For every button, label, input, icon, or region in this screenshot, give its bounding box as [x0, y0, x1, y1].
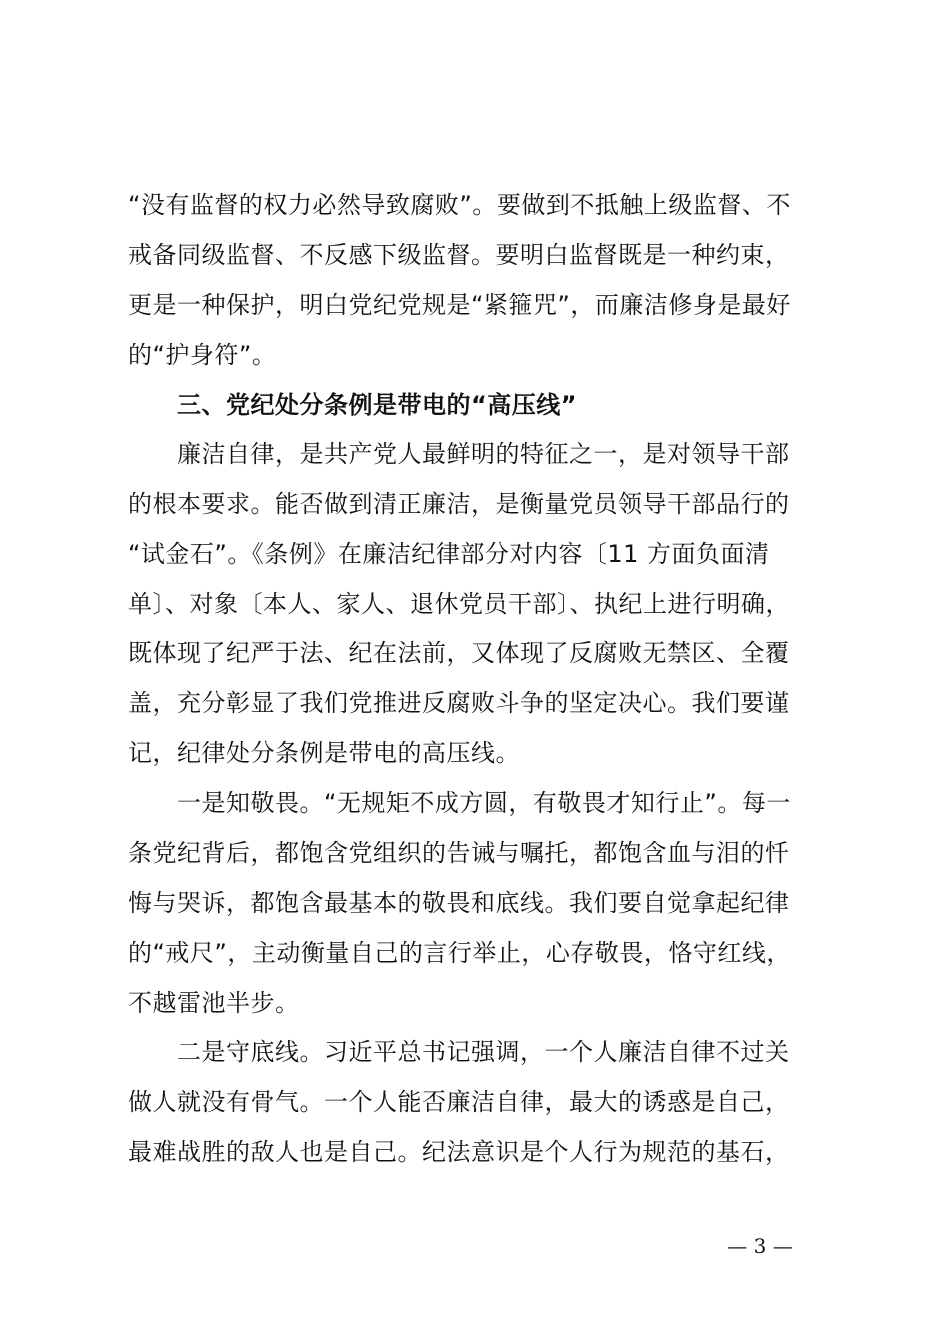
body-text-line: “没有监督的权力必然导致腐败”。要做到不抵触上级监督、不 — [128, 191, 791, 219]
body-text-line: 不越雷池半步。 — [128, 989, 300, 1017]
paragraph-first-line: 一是知敬畏。“无规矩不成方圆，有敬畏才知行止”。每一 — [177, 789, 791, 817]
body-text-line: 的根本要求。能否做到清正廉洁，是衡量党员领导干部品行的 — [128, 490, 790, 518]
body-text-line: 做人就没有骨气。一个人能否廉洁自律，最大的诱惑是自己， — [128, 1088, 790, 1116]
section-heading: 三、党纪处分条例是带电的“高压线” — [177, 391, 578, 419]
page-number: — 3 — — [727, 1234, 793, 1258]
body-text-line: 盖，充分彰显了我们党推进反腐败斗争的坚定决心。我们要谨 — [128, 689, 790, 717]
body-text-line: “试金石”。《条例》在廉洁纪律部分对内容〔11 方面负面清 — [128, 540, 770, 568]
body-text-line: 更是一种保护，明白党纪党规是“紧箍咒”，而廉洁修身是最好 — [128, 291, 791, 319]
body-text-line: 戒备同级监督、不反感下级监督。要明白监督既是一种约束， — [128, 241, 790, 269]
body-text-line: 悔与哭诉，都饱含最基本的敬畏和底线。我们要自觉拿起纪律 — [128, 889, 790, 917]
paragraph-first-line: 二是守底线。习近平总书记强调，一个人廉洁自律不过关 — [177, 1038, 790, 1066]
body-text-line: 单〕、对象〔本人、家人、退休党员干部〕、执纪上进行明确， — [128, 590, 790, 618]
body-text-line: 条党纪背后，都饱含党组织的告诫与嘱托，都饱含血与泪的忏 — [128, 839, 790, 867]
body-text-line: 最难战胜的敌人也是自己。纪法意识是个人行为规范的基石， — [128, 1138, 790, 1166]
body-text-line: 的“戒尺”，主动衡量自己的言行举止，心存敬畏，恪守红线， — [128, 939, 791, 967]
body-text-line: 既体现了纪严于法、纪在法前，又体现了反腐败无禁区、全覆 — [128, 639, 790, 667]
paragraph-first-line: 廉洁自律，是共产党人最鲜明的特征之一，是对领导干部 — [177, 440, 790, 468]
body-text-line: 的“护身符”。 — [128, 341, 277, 369]
body-text-line: 记，纪律处分条例是带电的高压线。 — [128, 739, 520, 767]
